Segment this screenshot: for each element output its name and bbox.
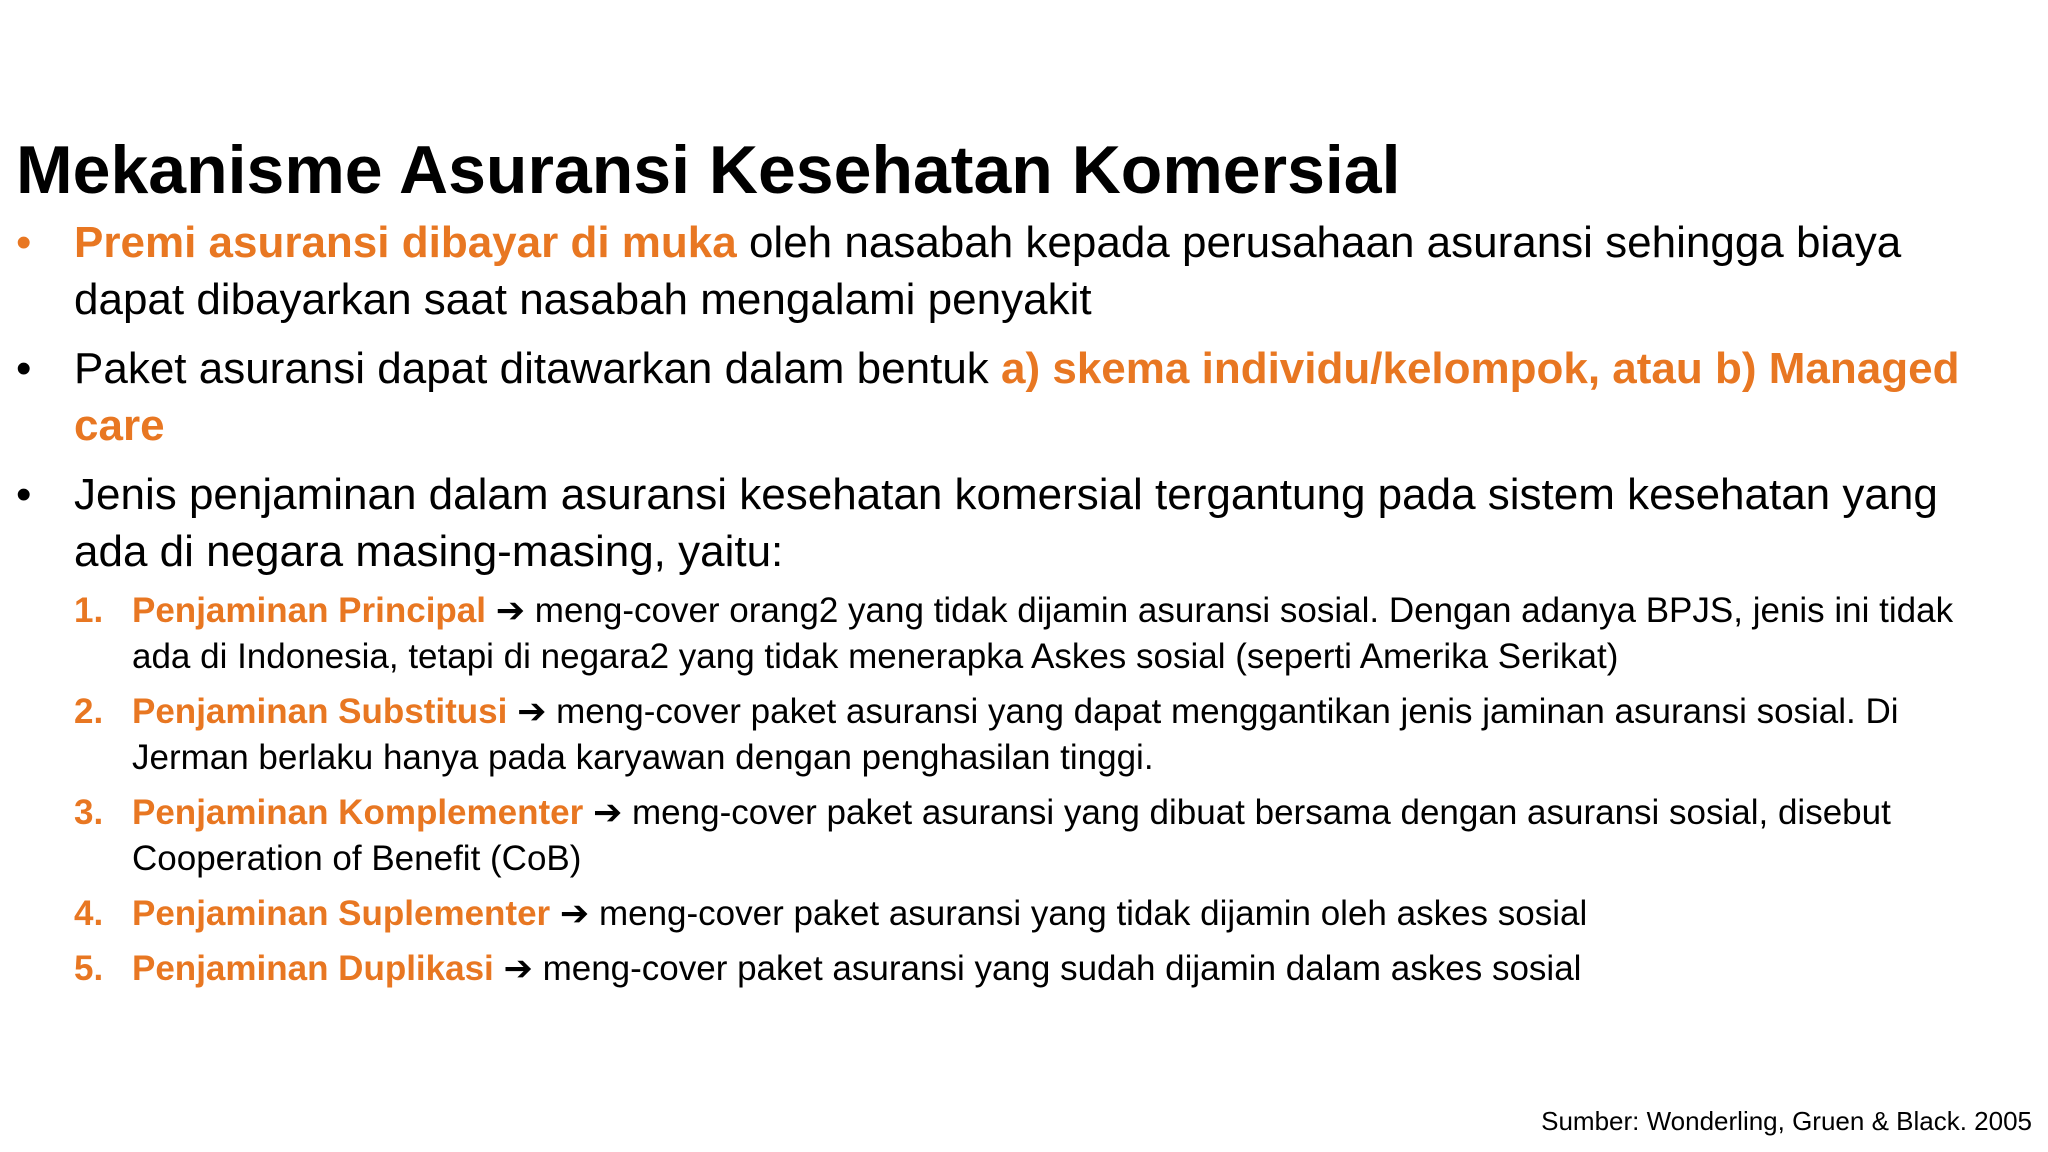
penjaminan-item-principal <box>74 588 2006 680</box>
item-text: meng-cover paket asuransi yang sudah dijamin dalam askes sosial <box>532 949 1582 988</box>
item-text: meng-cover paket asuransi yang dibuat bersama dengan asuransi sosial, disebut Cooperation of Benefit (CoB) <box>132 793 1891 878</box>
item-number: 5. <box>74 949 104 988</box>
arrow-right-icon: ➔ <box>495 591 526 631</box>
source-citation: Sumber: Wonderling, Gruen & Black. 2005 <box>1541 1106 2032 1136</box>
item-number: 3. <box>74 793 104 832</box>
bullet-text: oleh nasabah kepada perusahaan asuransi sehingga biaya dapat dibayarkan saat nasabah mengalami penyakit <box>74 218 1902 324</box>
bullet-icon: • <box>16 218 32 267</box>
item-label: Penjaminan Komplementer <box>132 793 584 832</box>
item-text: meng-cover paket asuransi yang tidak dijamin oleh askes sosial <box>589 894 1588 933</box>
bullet-list <box>16 214 2006 1004</box>
bullet-icon: • <box>16 470 32 519</box>
arrow-right-icon: ➔ <box>517 692 547 732</box>
slide-title: Mekanisme Asuransi Kesehatan Komersial <box>16 132 1401 208</box>
item-text: meng-cover paket asuransi yang dapat menggantikan jenis jaminan asuransi sosial. Di Jerman berlaku hanya pada karyawan dengan penghasilan tinggi. <box>132 692 1899 777</box>
item-number: 1. <box>74 591 104 630</box>
item-label: Penjaminan Substitusi <box>132 692 508 731</box>
bullet-icon: • <box>16 344 32 393</box>
bullet-text: Jenis penjaminan dalam asuransi kesehatan komersial tergantung pada sistem kesehatan yang ada di negara masing-masing, yaitu: <box>74 470 1938 576</box>
bullet-item-premi <box>16 214 2006 328</box>
bullet-item-paket <box>16 340 2006 454</box>
bullet-highlight: Premi asuransi dibayar di muka <box>74 218 737 267</box>
item-number: 2. <box>74 692 104 731</box>
arrow-right-icon: ➔ <box>592 793 623 833</box>
item-label: Penjaminan Principal <box>132 591 486 630</box>
item-label: Penjaminan Suplementer <box>132 894 551 933</box>
bullet-item-jenis <box>16 466 2006 992</box>
bullet-highlight: a) skema individu/kelompok, atau b) Managed care <box>74 344 1960 450</box>
penjaminan-list <box>74 588 2006 992</box>
item-number: 4. <box>74 894 104 933</box>
penjaminan-item-duplikasi <box>74 946 2006 992</box>
arrow-right-icon: ➔ <box>559 894 590 934</box>
penjaminan-item-substitusi <box>74 689 2006 781</box>
penjaminan-item-suplementer <box>74 891 2006 937</box>
item-text: meng-cover orang2 yang tidak dijamin asuransi sosial. Dengan adanya BPJS, jenis ini tidak ada di Indonesia, tetapi di negara2 yang tidak menerapka Askes sosial (seperti Amerika Serikat) <box>132 591 1954 676</box>
penjaminan-item-komplementer <box>74 790 2006 882</box>
item-label: Penjaminan Duplikasi <box>132 949 494 988</box>
arrow-right-icon: ➔ <box>503 949 533 989</box>
bullet-text: Paket asuransi dapat ditawarkan dalam bentuk <box>74 344 1002 393</box>
